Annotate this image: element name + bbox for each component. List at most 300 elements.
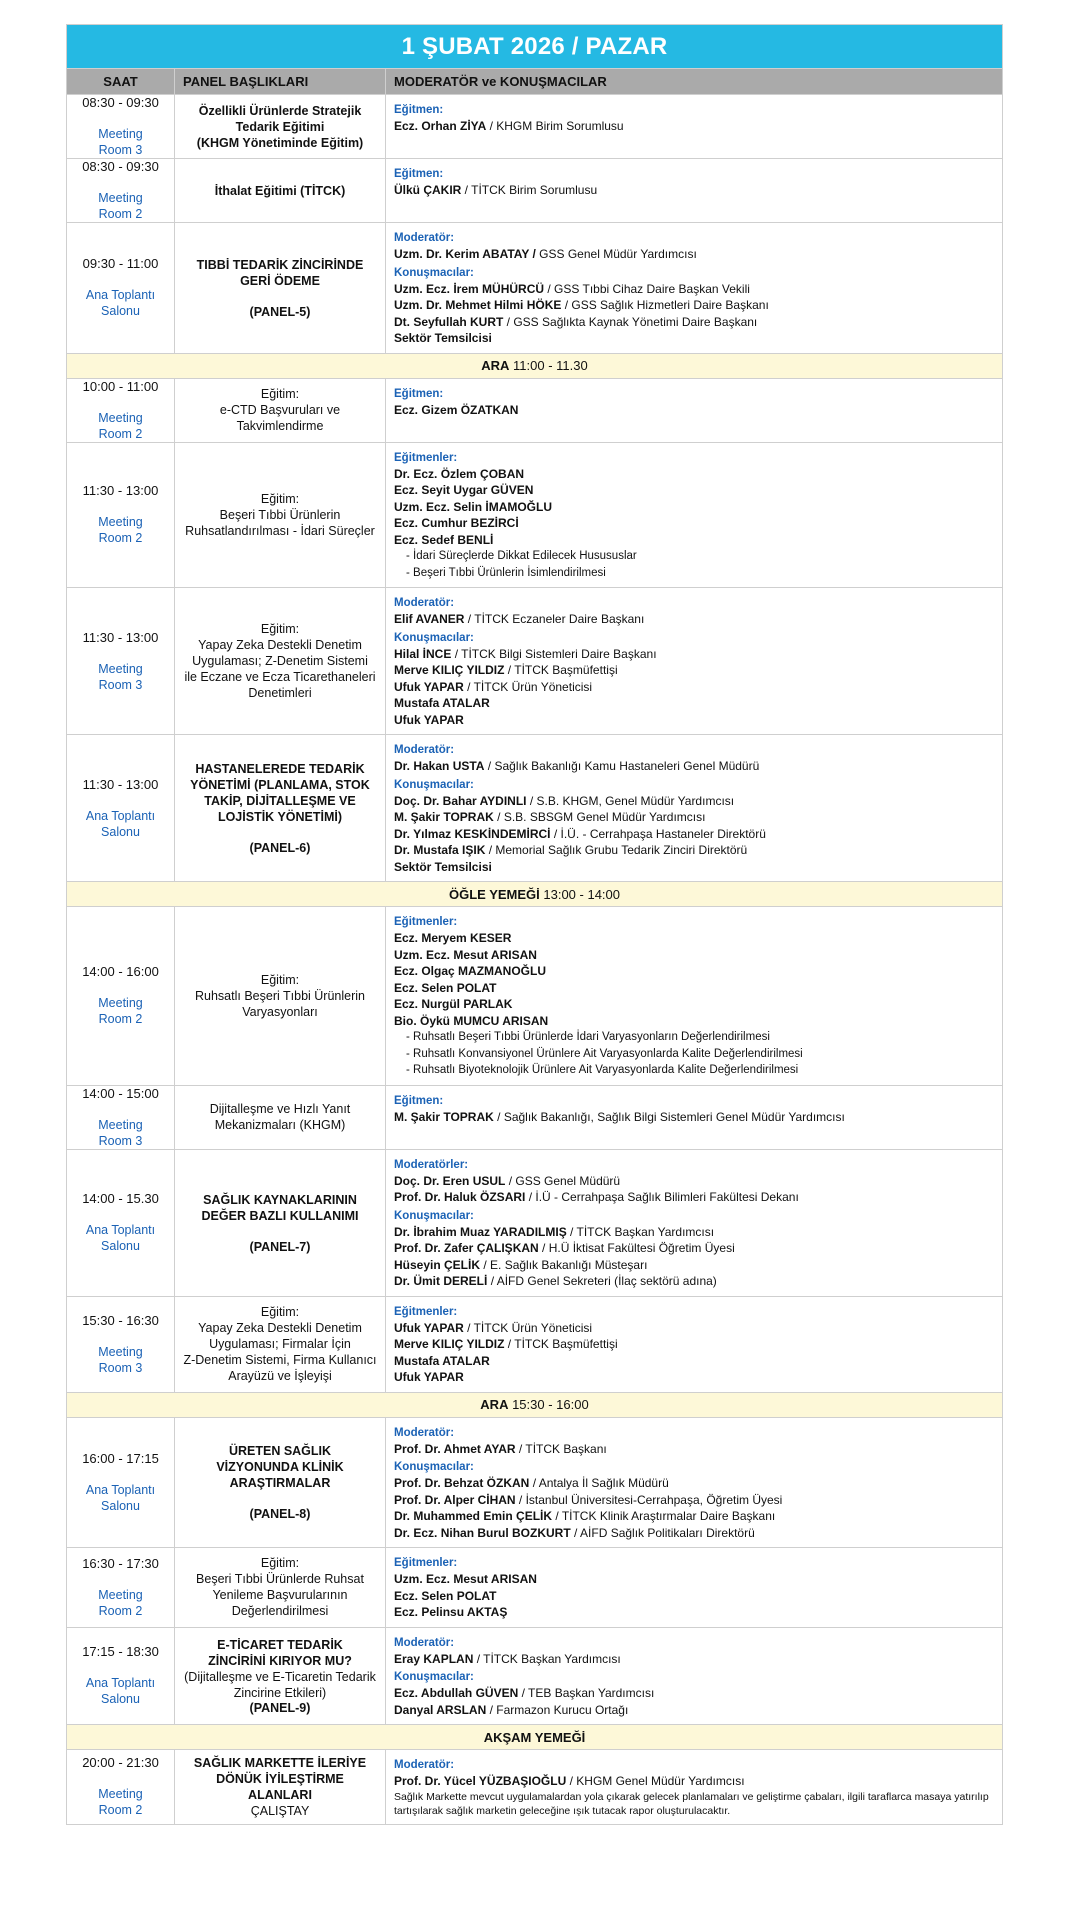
session-speakers-cell [386,1149,1003,1296]
session-title-cell [175,378,386,442]
session-topic: - Ruhsatlı Beşeri Tıbbi Ürünlerde İdari Varyasyonların Değerlendirilmesi [406,1031,770,1043]
speaker-desc: / Farmazon Kurucu Ortağı [486,1702,629,1717]
speaker-role: Eğitmenler: [394,451,458,464]
session-topic: - Ruhsatlı Biyoteknolojik Ürünlere Ait Varyasyonlarda Kalite Değerlendirilmesi [406,1064,799,1076]
speaker-role: Konuşmacılar: [394,1671,474,1683]
speaker-line [394,1475,994,1492]
speaker-role: Konuşmacılar: [394,1209,474,1222]
break-cell [67,1725,1003,1750]
break-label: ARA [480,1397,509,1412]
session-time-cell [67,378,175,442]
session-title-line: Eğitim: [260,622,300,636]
speaker-line [394,1336,994,1353]
session-panel-code: (PANEL-6) [249,841,311,855]
speaker-name: Dr. Ecz. Özlem ÇOBAN [394,466,525,481]
speaker-name: Dr. İbrahim Muaz YARADILMIŞ [394,1224,567,1239]
speaker-line [394,1353,994,1370]
speaker-name: Danyal ARSLAN [394,1702,487,1717]
session-row [67,223,1003,354]
session-title-line: LOJİSTİK YÖNETİMİ) [217,810,343,824]
session-topic: - Beşeri Tıbbi Ürünlerin İsimlendirilmesi [406,566,606,579]
session-time-cell [67,1750,175,1825]
session-speakers-cell [386,735,1003,882]
schedule-title-row [67,25,1003,69]
session-title-line: Yenileme Başvurularının [212,1588,348,1603]
speaker-role: Eğitmen: [394,104,444,116]
speaker-desc: / TEB Başkan Yardımcısı [518,1686,655,1700]
break-label: AKŞAM YEMEĞİ [483,1729,586,1745]
session-title-line: E-TİCARET TEDARİK [217,1637,343,1652]
session-time: 16:00 - 17:15 [82,1450,159,1466]
session-time: 10:00 - 11:00 [82,378,159,394]
session-title-line: Eğitim: [260,1556,300,1571]
speaker-name: Prof. Dr. Zafer ÇALIŞKAN [394,1241,539,1255]
session-time: 08:30 - 09:30 [82,159,159,174]
speaker-role: Moderatör: [394,1426,455,1439]
session-time: 20:00 - 21:30 [82,1755,159,1771]
session-speakers-cell [386,1548,1003,1628]
speaker-line [394,1651,994,1668]
session-row [67,1750,1003,1825]
session-time: 11:30 - 13:00 [82,776,159,792]
speaker-line [394,532,994,549]
session-room: Room 2 [98,1803,143,1818]
session-panel-code: (PANEL-9) [249,1700,311,1715]
speaker-desc: / TİTCK Başkan Yardımcısı [566,1224,715,1239]
speaker-name: Ufuk YAPAR [394,679,464,694]
session-room: Ana Toplantı [85,1676,156,1691]
session-room: Meeting [98,1344,143,1359]
session-title-line: DÖNÜK İYİLEŞTİRME [216,1771,344,1786]
session-time: 14:00 - 16:00 [82,964,159,980]
speaker-desc: / İstanbul Üniversitesi-Cerrahpaşa, Öğretim Üyesi [515,1492,783,1507]
speaker-line [394,1240,994,1257]
speaker-line [394,1571,994,1588]
session-title-line: Ruhsatlı Beşeri Tıbbi Ürünlerin [195,988,365,1003]
break-time: 15:30 - 16:00 [508,1397,589,1412]
session-title-line: GERİ ÖDEME [240,273,320,288]
speaker-line [394,947,994,964]
session-row [67,735,1003,882]
session-row [67,1417,1003,1548]
speaker-name: Ecz. Seyit Uygar GÜVEN [394,483,534,497]
session-room: Room 3 [98,1360,143,1375]
session-title-line: ALANLARI [248,1787,312,1802]
session-time-cell [67,588,175,735]
session-title-cell [175,1417,386,1548]
session-time-cell [67,223,175,354]
break-cell [67,1392,1003,1417]
speaker-name: Uzm. Ecz. Mesut ARISAN [394,947,537,962]
speaker-line [394,712,994,729]
session-time-cell [67,1149,175,1296]
speaker-line [394,611,994,628]
session-room: Ana Toplantı [85,288,156,303]
speaker-desc: / TİTCK Başkanı [515,1441,607,1456]
session-speakers-cell [386,95,1003,159]
session-title-cell [175,1149,386,1296]
speaker-line [394,963,994,980]
session-title-line: ÜRETEN SAĞLIK [228,1444,332,1459]
session-room: Meeting [98,1117,143,1132]
session-time: 11:30 - 13:00 [82,483,159,499]
speaker-role: Konuşmacılar: [394,631,474,644]
session-time-cell [67,1085,175,1149]
session-row [67,588,1003,735]
speaker-line [394,1492,994,1509]
speaker-name: Dr. Muhammed Emin ÇELİK [394,1509,553,1523]
session-title-cell [175,442,386,588]
speaker-desc: / AİFD Genel Sekreteri (İlaç sektörü adına) [487,1274,717,1288]
session-room: Ana Toplantı [85,1223,156,1237]
session-title-cell [175,735,386,882]
speaker-role: Moderatörler: [394,1158,469,1171]
speaker-desc: / GSS Genel Müdürü [505,1173,621,1188]
speaker-role: Moderatör: [394,232,455,244]
schedule-title: 1 ŞUBAT 2026 / PAZAR [67,25,1003,69]
header-row [67,69,1003,95]
speaker-line [394,826,994,843]
session-time: 17:15 - 18:30 [82,1644,159,1660]
session-room: Salonu [101,304,140,319]
speaker-desc: / TİTCK Eczaneler Daire Başkanı [464,612,645,626]
session-title-line: Dijitalleşme ve Hızlı Yanıt [209,1102,351,1116]
speaker-line [394,1320,994,1337]
speaker-line [394,793,994,810]
session-subtitle-line: (Dijitalleşme ve E-Ticaretin Tedarik [184,1669,376,1684]
session-room: Meeting [98,996,143,1011]
break-time: 13:00 - 14:00 [539,886,620,902]
speaker-role: Moderatör: [394,1636,455,1649]
speaker-line [394,1109,994,1126]
speaker-line [394,1257,994,1274]
break-cell [67,882,1003,907]
speaker-name: Dr. Yılmaz KESKİNDEMİRCİ [394,826,551,841]
speaker-name: Ufuk YAPAR [394,1320,464,1335]
session-time: 11:30 - 13:00 [82,629,159,645]
session-time: 09:30 - 11:00 [82,256,159,272]
session-room: Room 3 [98,677,143,692]
session-title-cell [175,907,386,1086]
speaker-name: Dr. Ecz. Nihan Burul BOZKURT [394,1525,571,1540]
speaker-role: Eğitmenler: [394,1305,458,1318]
session-row [67,159,1003,223]
session-title-line: Özellikli Ürünlerde Stratejik [198,103,362,118]
session-title-line: Eğitim: [260,491,300,506]
session-title-line: Tedarik Eğitimi [235,119,325,134]
speaker-name: Sektör Temsilcisi [394,859,492,874]
session-title-cell [175,1627,386,1725]
speaker-role: Moderatör: [394,1759,455,1771]
session-room: Room 2 [98,1603,143,1618]
break-row [67,1725,1003,1750]
speaker-name: Hilal İNCE [394,646,452,661]
speaker-name: Ecz. Selen POLAT [394,1588,497,1603]
speaker-desc: / GSS Sağlık Hizmetleri Daire Başkanı [561,298,769,312]
speaker-line [394,1604,994,1621]
speaker-name: Merve KILIÇ YILDIZ [394,663,505,677]
speaker-line [394,297,994,314]
speaker-line [394,662,994,679]
speaker-desc: / S.B. SBSGM Genel Müdür Yardımcısı [493,810,706,824]
break-label: ÖĞLE YEMEĞİ [448,886,540,902]
session-room: Room 2 [98,426,143,441]
session-room: Room 2 [98,1012,143,1027]
speaker-desc: / TİTCK Ürün Yöneticisi [463,1320,593,1335]
speaker-name: Ülkü ÇAKIR [394,183,462,197]
session-speakers-cell [386,159,1003,223]
session-title-cell [175,1750,386,1825]
session-time-cell [67,1548,175,1628]
speaker-name: Prof. Dr. Alper CİHAN [394,1492,516,1507]
session-panel-code: (PANEL-7) [249,1239,311,1254]
speaker-name: Ufuk YAPAR [394,1370,464,1384]
speaker-desc: / KHGM Genel Müdür Yardımcısı [566,1774,745,1788]
session-title-line: ARAŞTIRMALAR [229,1476,331,1491]
session-time: 16:30 - 17:30 [82,1555,159,1571]
speaker-desc: / E. Sağlık Bakanlığı Müsteşarı [480,1257,648,1272]
speaker-line [394,1508,994,1525]
session-title-line: Yapay Zeka Destekli Denetim [198,638,362,652]
speaker-name: Prof. Dr. Behzat ÖZKAN [394,1476,530,1490]
speaker-line [394,499,994,516]
speaker-name: Merve KILIÇ YILDIZ [394,1337,505,1351]
session-time-cell [67,442,175,588]
speaker-name: Ecz. Cumhur BEZİRCİ [394,516,519,530]
speaker-line [394,515,994,532]
speaker-desc: / KHGM Birim Sorumlusu [486,119,624,133]
speaker-line [394,1773,994,1790]
session-title-line: HASTANELEREDE TEDARİK [195,762,365,776]
session-title-cell [175,95,386,159]
speaker-desc: / TİTCK Başmüfettişi [504,1337,618,1351]
session-title-line: (KHGM Yönetiminde Eğitim) [196,135,364,150]
speaker-role: Eğitmen: [394,387,444,400]
speaker-name: Dt. Seyfullah KURT [394,314,504,329]
speaker-line [394,1013,994,1030]
speaker-desc: / TİTCK Başkan Yardımcısı [473,1651,621,1666]
session-title-line: ZİNCİRİNİ KIRIYOR MU? [208,1653,352,1668]
session-time-cell [67,907,175,1086]
break-row [67,882,1003,907]
session-title-line: DEĞER BAZLI KULLANIMI [201,1208,359,1223]
speaker-line [394,1685,994,1702]
speaker-desc: / TİTCK Klinik Araştırmalar Daire Başkanı [552,1509,776,1523]
session-speakers-cell [386,1417,1003,1548]
speaker-desc: / Antalya İl Sağlık Müdürü [529,1476,669,1490]
session-title-line: Takvimlendirme [236,419,324,433]
session-title-cell [175,588,386,735]
speaker-name: Uzm. Ecz. İrem MÜHÜRCÜ [394,281,545,296]
speaker-desc: / İ.Ü - Cerrahpaşa Sağlık Bilimleri Fakültesi Dekanı [525,1190,799,1204]
session-room: Salonu [101,1498,140,1513]
session-subtitle-line: ÇALIŞTAY [250,1803,310,1818]
speaker-desc: GSS Genel Müdür Yardımcısı [535,247,697,261]
speaker-line [394,758,994,775]
speaker-name: M. Şakir TOPRAK [394,810,494,824]
session-room: Meeting [98,515,143,530]
session-title-line: Uygulaması; Firmalar İçin [209,1337,351,1351]
speaker-name: Doç. Dr. Bahar AYDINLI [394,793,527,808]
speaker-name: Ufuk YAPAR [394,712,464,727]
session-title-line: TIBBİ TEDARİK ZİNCİRİNDE [196,257,364,272]
speaker-line [394,1173,994,1190]
speaker-name: Uzm. Dr. Kerim ABATAY / [394,247,536,261]
speaker-line [394,1189,994,1206]
speaker-line [394,1588,994,1605]
session-row [67,1627,1003,1725]
speaker-name: Sektör Temsilcisi [394,331,492,345]
speaker-line [394,1702,994,1719]
session-title-line: Arayüzü ve İşleyişi [228,1369,332,1383]
speaker-desc: / GSS Sağlıkta Kaynak Yönetimi Daire Başkanı [503,314,758,329]
session-room: Ana Toplantı [85,1482,156,1497]
session-title-cell [175,223,386,354]
session-speakers-cell [386,378,1003,442]
session-room: Salonu [101,1239,140,1253]
speaker-line [394,996,994,1013]
session-room: Ana Toplantı [85,808,156,823]
session-time: 14:00 - 15:00 [82,1085,159,1101]
session-title-line: Yapay Zeka Destekli Denetim [198,1321,362,1335]
speaker-role: Konuşmacılar: [394,266,474,279]
session-room: Meeting [98,661,143,676]
break-cell [67,353,1003,378]
session-title-line: Varyasyonları [242,1004,318,1019]
session-note: Sağlık Markette mevcut uygulamalardan yola çıkarak gelecek planlamaları ve geliştirme çabaları, ilgili taraflarca masaya yatırılıp tartışılarak sağlık marketin geleceğine ışık tutacak rapor oluşturulacaktır. [394,1790,989,1817]
speaker-name: Uzm. Ecz. Selin İMAMOĞLU [394,499,553,514]
session-time-cell [67,159,175,223]
header-speakers: MODERATÖR ve KONUŞMACILAR [386,69,1003,95]
speaker-desc: / Sağlık Bakanlığı Kamu Hastaneleri Genel Müdürü [484,759,760,773]
speaker-line [394,679,994,696]
speaker-line [394,466,994,483]
session-title-line: Eğitim: [260,387,300,401]
session-row [67,1085,1003,1149]
speaker-name: Ecz. Sedef BENLİ [394,532,494,547]
break-row [67,1392,1003,1417]
header-time: SAAT [67,69,175,95]
session-title-line: İthalat Eğitimi (TİTCK) [214,183,346,198]
session-title-line: SAĞLIK MARKETTE İLERİYE [193,1755,367,1770]
speaker-line [394,859,994,876]
speaker-desc: / TİTCK Birim Sorumlusu [461,183,598,197]
session-room: Meeting [98,410,143,425]
speaker-role: Eğitmen: [394,168,444,180]
session-panel-code: (PANEL-5) [249,304,311,319]
speaker-line [394,1273,994,1290]
speaker-role: Moderatör: [394,597,455,609]
speaker-line [394,842,994,859]
speaker-desc: / H.Ü İktisat Fakültesi Öğretim Üyesi [538,1241,735,1255]
session-speakers-cell [386,907,1003,1086]
session-title-line: Denetimleri [248,686,312,700]
session-title-cell [175,1548,386,1628]
session-subtitle-line: Zincirine Etkileri) [233,1685,327,1700]
session-row [67,442,1003,588]
speaker-name: Ecz. Olgaç MAZMANOĞLU [394,964,547,978]
speaker-name: M. Şakir TOPRAK [394,1109,494,1124]
session-title-line: TAKİP, DİJİTALLEŞME VE [204,794,356,808]
speaker-role: Eğitmenler: [394,1557,458,1569]
session-time-cell [67,1296,175,1392]
session-row [67,378,1003,442]
session-topic: - İdari Süreçlerde Dikkat Edilecek Husususlar [406,550,637,562]
speaker-line [394,646,994,663]
session-row [67,95,1003,159]
speaker-name: Hüseyin ÇELİK [394,1257,481,1272]
session-time-cell [67,1417,175,1548]
break-time: 11:00 - 11.30 [509,358,588,373]
speaker-name: Uzm. Ecz. Mesut ARISAN [394,1572,537,1586]
session-room: Meeting [98,1787,143,1802]
session-title-line: Ruhsatlandırılması - İdari Süreçler [185,523,375,538]
speaker-name: Prof. Dr. Ahmet AYAR [394,1441,516,1456]
speaker-line [394,1224,994,1241]
session-room: Salonu [101,824,140,839]
schedule-table [66,24,1003,1825]
session-speakers-cell [386,1627,1003,1725]
session-title-cell [175,1085,386,1149]
speaker-name: Uzm. Dr. Mehmet Hilmi HÖKE [394,298,562,312]
speaker-line [394,930,994,947]
session-room: Room 3 [98,143,143,157]
speaker-desc: / Memorial Sağlık Grubu Tedarik Zinciri Direktörü [485,843,748,857]
speaker-desc: / Sağlık Bakanlığı, Sağlık Bilgi Sistemleri Genel Müdür Yardımcısı [493,1109,845,1124]
session-title-line: Beşeri Tıbbi Ürünlerin [219,507,341,522]
speaker-line [394,1369,994,1386]
speaker-desc: / TİTCK Bilgi Sistemleri Daire Başkanı [451,646,657,661]
speaker-desc: / GSS Tıbbi Cihaz Daire Başkan Vekili [544,281,750,296]
session-title-line: VİZYONUNDA KLİNİK [216,1460,344,1475]
session-room: Room 3 [98,1133,143,1148]
session-room: Salonu [101,1692,140,1707]
session-speakers-cell [386,1750,1003,1825]
speaker-desc: / S.B. KHGM, Genel Müdür Yardımcısı [526,793,735,808]
speaker-role: Eğitmen: [394,1094,444,1107]
speaker-line [394,482,994,499]
speaker-desc: / TİTCK Ürün Yöneticisi [463,679,593,694]
speaker-line [394,118,994,135]
speaker-name: Dr. Mustafa IŞIK [394,843,486,857]
session-title-line: e-CTD Başvuruları ve [219,403,341,417]
speaker-line [394,402,994,419]
speaker-name: Ecz. Pelinsu AKTAŞ [394,1605,508,1619]
session-title-line: Mekanizmaları (KHGM) [214,1118,346,1132]
speaker-role: Moderatör: [394,744,455,756]
speaker-line [394,246,994,263]
speaker-name: Doç. Dr. Eren USUL [394,1173,506,1188]
session-speakers-cell [386,442,1003,588]
speaker-name: Elif AVANER [394,612,465,626]
speaker-name: Prof. Dr. Haluk ÖZSARI [394,1190,526,1204]
session-title-line: Eğitim: [260,972,300,987]
speaker-line [394,980,994,997]
speaker-name: Ecz. Meryem KESER [394,931,512,945]
session-title-line: SAĞLIK KAYNAKLARININ [203,1192,357,1207]
speaker-desc: / TİTCK Başmüfettişi [504,663,618,677]
speaker-role: Konuşmacılar: [394,1461,474,1473]
speaker-name: Ecz. Nurgül PARLAK [394,997,513,1011]
speaker-name: Dr. Ümit DERELİ [394,1274,488,1288]
session-panel-code: (PANEL-8) [249,1507,311,1522]
session-speakers-cell [386,223,1003,354]
speaker-role: Konuşmacılar: [394,778,474,791]
speaker-name: Dr. Hakan USTA [394,759,485,773]
session-room: Meeting [98,191,143,205]
session-time-cell [67,735,175,882]
session-title-line: Uygulaması; Z-Denetim Sistemi [192,654,368,668]
